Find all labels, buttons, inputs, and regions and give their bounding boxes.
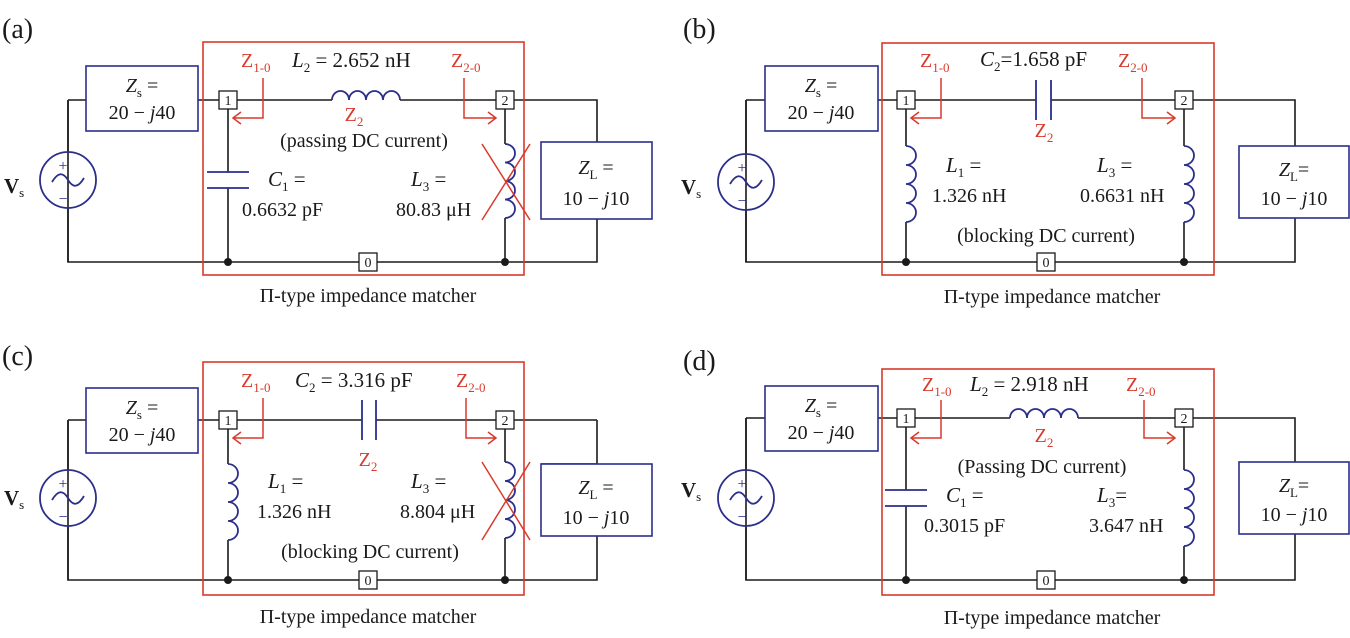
panel-c-series-label: $C_2 = 3.316$ pF [295, 368, 413, 395]
panel-b-zl-label: $Z_L=$ [1278, 159, 1310, 184]
panel-d-zs-label: $Z_s$ = [804, 395, 838, 420]
panel-a-zl-value: 10 − j10 [562, 188, 630, 210]
panel-d-zl-value: 10 − j10 [1260, 504, 1328, 526]
panel-b-zl-value: 10 − j10 [1260, 188, 1328, 210]
panel-c-node-2-label: 2 [501, 414, 509, 429]
panel-b-z20-label: $Z_{2-0}$ [1118, 50, 1148, 75]
panel-c-junction-left [224, 576, 232, 584]
panel-b-node-1-label: 1 [902, 94, 910, 109]
panel-b-caption: Π-type impedance matcher [943, 286, 1161, 308]
panel-b-junction-left [902, 258, 910, 266]
panel-d-z10-label: $Z_{1-0}$ [922, 374, 952, 399]
panel-c-left-label: $L_1$ = [268, 469, 304, 496]
panel-b-shunt-inductor-right-icon [1184, 146, 1194, 222]
panel-b-z20-arrow-icon [1142, 78, 1175, 124]
panel-b-node-2-label: 2 [1180, 94, 1188, 109]
panel-c-shunt-inductor-left-icon [228, 464, 238, 540]
panel-c-note: (blocking DC current) [281, 541, 459, 563]
panel-d-series-inductor-icon [1010, 409, 1078, 418]
panel-d-series-label: $L_2 = 2.918$ nH [970, 372, 1089, 399]
panel-d-zl-label: $Z_L=$ [1278, 475, 1310, 500]
panel-a-source-plus: + [58, 158, 68, 175]
panel-a-removed-cross-icon [482, 144, 530, 220]
panel-d-junction-left [902, 576, 910, 584]
panel-d-junction-right [1180, 576, 1188, 584]
panel-b-node-0-label: 0 [1042, 256, 1050, 271]
panel-c-node-1-label: 1 [224, 414, 232, 429]
panel-d-source-minus: − [737, 509, 747, 526]
panel-c-node-0-label: 0 [364, 574, 372, 589]
panel-a-right-label: $L_3$ = [411, 167, 447, 194]
panel-c-tag: (c) [2, 341, 34, 372]
panel-d-right-value: 3.647 nH [1089, 515, 1164, 537]
panel-a-z2-label: $Z_2$ [344, 104, 364, 129]
panel-d-left-label: $C_1$ = [946, 483, 984, 510]
panel-c-vs-label: Vs [4, 486, 25, 512]
panel-b-right-value: 0.6631 nH [1080, 185, 1165, 207]
panel-a-z10-label: $Z_{1-0}$ [241, 50, 271, 75]
panel-b-right-label: $L_3$ = [1097, 153, 1133, 180]
panel-d-zs-value: 20 − j40 [787, 422, 855, 444]
panel-a-left-label: $C_1$ = [268, 167, 306, 194]
panel-d-matcher-box [882, 369, 1214, 595]
panel-b-series-capacitor-icon [1036, 80, 1051, 120]
panel-b-series-label: $C_2=1.658$ pF [980, 47, 1088, 74]
panel-c-z2-label: $Z_2$ [358, 449, 378, 474]
panel-c-zl-value: 10 − j10 [562, 507, 630, 529]
panel-b-tag: (b) [683, 14, 716, 45]
panel-b-junction-right [1180, 258, 1188, 266]
panel-d-vs-label: Vs [681, 478, 702, 504]
panel-d-z2-label: $Z_2$ [1034, 425, 1054, 450]
panel-c-zs-value: 20 − j40 [108, 424, 176, 446]
panel-a-junction-right [501, 258, 509, 266]
panel-a-node-2-label: 2 [501, 94, 509, 109]
panel-d [681, 346, 1349, 629]
panel-d-left-value: 0.3015 pF [924, 515, 1006, 537]
panel-d-right-label: $L_3=$ [1097, 483, 1128, 510]
panel-a-source-minus: − [58, 191, 68, 208]
panel-b [681, 14, 1349, 308]
panel-b-z10-label: $Z_{1-0}$ [920, 50, 950, 75]
panel-a-series-label: $L_2 = 2.652$ nH [292, 48, 411, 75]
panel-c-junction-right [501, 576, 509, 584]
panel-d-node-1-label: 1 [902, 412, 910, 427]
panel-c-z10-label: $Z_{1-0}$ [241, 370, 271, 395]
panel-a-z20-label: $Z_{2-0}$ [451, 50, 481, 75]
panel-d-z20-arrow-icon [1144, 400, 1175, 444]
panel-a-matcher-box [203, 42, 524, 275]
panel-a-tag: (a) [2, 14, 34, 45]
panel-b-source-plus: + [737, 160, 747, 177]
panel-c-source-plus: + [58, 476, 68, 493]
panel-c-right-value: 8.804 μH [400, 501, 476, 523]
panel-a [2, 14, 652, 307]
panel-c-z20-arrow-icon [466, 398, 496, 444]
panel-d-note: (Passing DC current) [957, 456, 1127, 478]
panel-b-note: (blocking DC current) [957, 225, 1135, 247]
panel-a-junction-left [224, 258, 232, 266]
panel-a-series-inductor-icon [332, 91, 400, 100]
panel-a-zl-label: $Z_L$ = [578, 157, 614, 182]
panel-b-shunt-inductor-left-icon [906, 146, 916, 222]
panel-a-shunt-capacitor-icon [207, 172, 249, 188]
panel-a-node-0-label: 0 [364, 256, 372, 271]
panel-a-caption: Π-type impedance matcher [259, 285, 477, 307]
panel-d-node-2-label: 2 [1180, 412, 1188, 427]
panel-b-zs-label: $Z_s$ = [804, 75, 838, 100]
panel-d-tag: (d) [683, 346, 716, 377]
panel-a-note: (passing DC current) [280, 130, 448, 152]
panel-a-z20-arrow-icon [464, 78, 496, 124]
panel-b-z2-label: $Z_2$ [1034, 120, 1054, 145]
panel-a-vs-label: Vs [4, 174, 25, 200]
panel-a-node-1-label: 1 [224, 94, 232, 109]
panel-d-source-plus: + [737, 476, 747, 493]
panel-a-right-value: 80.83 μH [396, 199, 472, 221]
panel-c-z20-label: $Z_{2-0}$ [456, 370, 486, 395]
panel-c-left-value: 1.326 nH [257, 501, 332, 523]
panel-c [2, 341, 652, 628]
panel-d-z20-label: $Z_{2-0}$ [1126, 374, 1156, 399]
panel-c-zl-label: $Z_L$ = [578, 477, 614, 502]
panel-c-caption: Π-type impedance matcher [259, 606, 477, 628]
panel-d-shunt-capacitor-icon [885, 490, 927, 506]
panel-b-vs-label: Vs [681, 175, 702, 201]
panel-c-zs-label: $Z_s$ = [125, 397, 159, 422]
panel-d-shunt-inductor-right-icon [1184, 470, 1194, 546]
panel-b-left-value: 1.326 nH [932, 185, 1007, 207]
panel-c-series-capacitor-icon [362, 400, 376, 440]
panel-a-left-value: 0.6632 pF [242, 199, 324, 221]
panel-c-right-label: $L_3$ = [411, 469, 447, 496]
panel-d-node-0-label: 0 [1042, 574, 1050, 589]
panel-a-zs-label: $Z_s$ = [125, 75, 159, 100]
panel-c-source-minus: − [58, 509, 68, 526]
panel-b-zs-value: 20 − j40 [787, 102, 855, 124]
panel-d-caption: Π-type impedance matcher [943, 607, 1161, 629]
panel-a-zs-value: 20 − j40 [108, 102, 176, 124]
panel-b-left-label: $L_1$ = [946, 153, 982, 180]
panel-c-removed-cross-icon [482, 462, 530, 540]
panel-b-source-minus: − [737, 193, 747, 210]
